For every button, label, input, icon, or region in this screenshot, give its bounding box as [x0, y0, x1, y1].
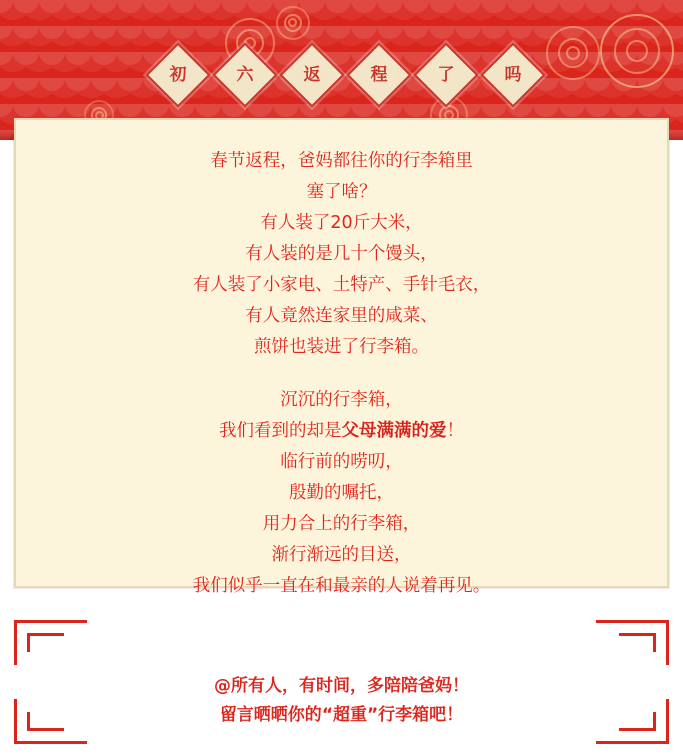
- poem-line: 殷勤的嘱托，: [289, 483, 394, 503]
- cta-line-1: @所有人，有时间，多陪陪爸妈！: [214, 676, 469, 696]
- diamond-char-label: 了: [437, 64, 455, 85]
- frame-corner-inner: [619, 633, 656, 652]
- diamond-char-4: [346, 42, 411, 107]
- diamond-char-6: [480, 42, 545, 107]
- cta-line-2-prefix: 留言晒晒你的: [219, 705, 322, 725]
- poem-line: 煎饼也装进了行李箱。: [254, 337, 429, 357]
- cta-line-2-highlight: “超重”行李: [321, 705, 413, 725]
- cta-line-2-suffix: 箱吧！: [412, 705, 464, 725]
- cta-line-2: [14, 701, 669, 730]
- diamond-char-label: 六: [236, 64, 254, 85]
- poem-line: 塞了啥？: [306, 182, 377, 202]
- frame-corner-inner: [27, 633, 64, 652]
- poem-highlight: 父母满满的爱: [341, 421, 447, 441]
- poem-line: 渐行渐远的目送，: [271, 545, 412, 565]
- diamond-char-label: 程: [370, 64, 388, 85]
- poem-line: 有人装的是几十个馒头，: [245, 244, 438, 264]
- diamond-char-label: 吗: [504, 64, 522, 85]
- poem-line: 有人装了20斤大米，: [260, 213, 423, 233]
- diamond-char-label: 初: [169, 64, 187, 85]
- poem-line-highlighted: [46, 416, 637, 447]
- diamond-char-3: [279, 42, 344, 107]
- poem-line: 有人竟然连家里的咸菜、: [245, 306, 438, 326]
- poem-line: 临行前的唠叨，: [280, 452, 403, 472]
- poem-line: 春节返程，爸妈都往你的行李箱里: [210, 151, 473, 171]
- poem-paragraph-gap: [46, 363, 637, 385]
- poem-line: 有人装了小家电、土特产、手针毛衣，: [192, 275, 491, 295]
- plum-blossom-icon: [276, 6, 310, 40]
- frame-corner-top-left: [14, 620, 87, 665]
- plum-blossom-icon: [600, 14, 674, 88]
- poem-body: [16, 120, 667, 602]
- diamond-char-1: [145, 42, 210, 107]
- frame-corner-top-right: [596, 620, 669, 665]
- poem-card: [14, 118, 669, 596]
- plum-blossom-icon: [546, 26, 600, 80]
- poem-line: 我们似乎一直在和最亲的人说着再见。: [192, 576, 491, 596]
- poem-line-prefix: 我们看到的却是: [219, 421, 342, 441]
- diamond-char-5: [413, 42, 478, 107]
- diamond-title-row: [155, 52, 536, 98]
- poem-line: 沉沉的行李箱，: [280, 390, 403, 410]
- bottom-frame: [14, 620, 669, 744]
- diamond-char-label: 返: [303, 64, 321, 85]
- diamond-char-2: [212, 42, 277, 107]
- poem-line-suffix: ！: [446, 421, 464, 441]
- call-to-action-text: [14, 672, 669, 730]
- poem-line: 用力合上的行李箱，: [262, 514, 421, 534]
